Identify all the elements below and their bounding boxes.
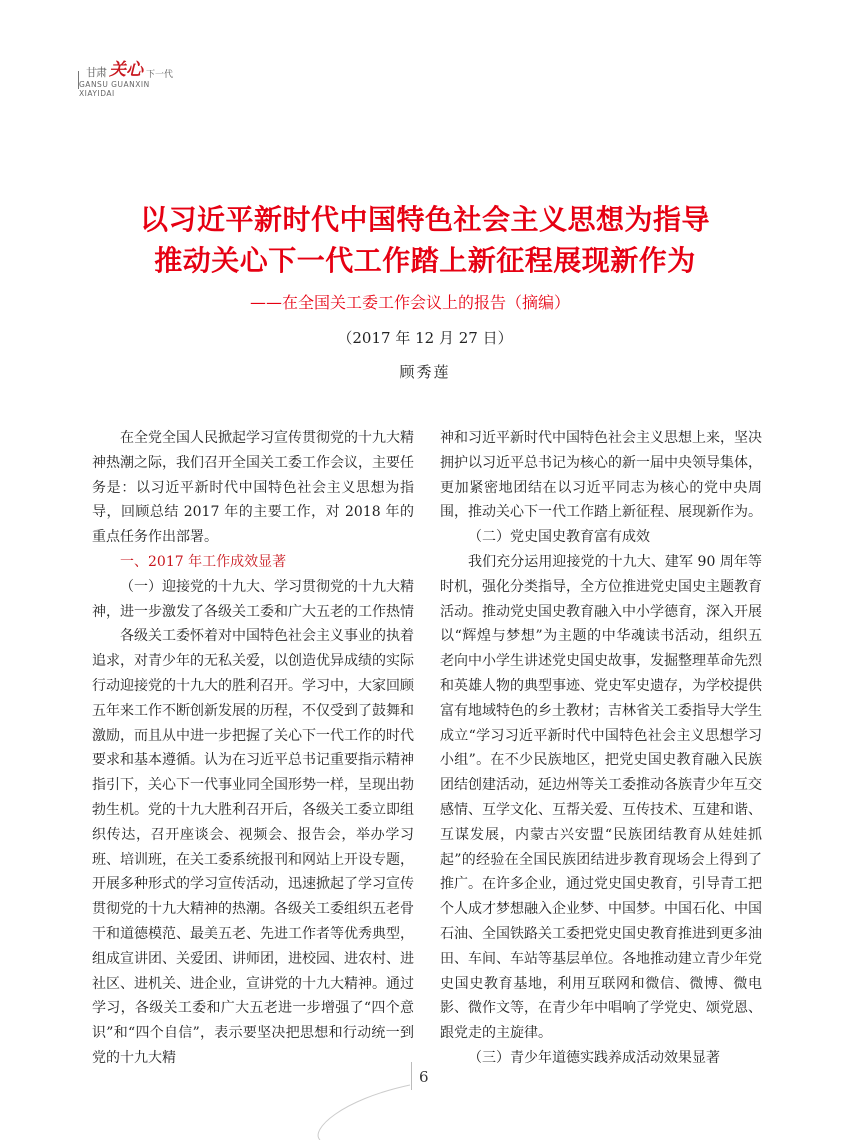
article-date: （2017 年 12 月 27 日） <box>337 329 513 347</box>
paragraph: 我们充分运用迎接党的十九大、建军 90 周年等时机，强化分类指导，全方位推进党史国史主题教育活动。推动党史国史教育融入中小学德育，深入开展以“辉煌与梦想”为主题的中华魂读书活动，组织五老向中小学生讲述党史国史故事，发掘整理革命先烈和英雄人物的典型事迹、党史军史遗存，为学校提供富有地域特色的乡土教材；吉林省关工委指导大学生成立“学习习近平新时代中国特色社会主义思想学习小组”。在不少民族地区，把党史国史教育融入民族团结创建活动，延边州等关工委推动各族青少年互交感情、互学文化、互帮关爱、互传技术、互建和谐、互谋发展，内蒙古兴安盟“民族团结教育从娃娃抓起”的经验在全国民族团结进步教育现场会上得到了推广。在许多企业，通过党史国史教育，引导青工把个人成才梦想融入企业梦、中国梦。中国石化、中国石油、全国铁路关工委把党史国史教育推进到更多油田、车间、车站等基层单位。各地推动建立青少年党史国史教育基地，利用互联网和微信、微博、微电影、微作文等，在青少年中唱响了学党史、颂党恩、跟党走的主旋律。 <box>440 553 762 1042</box>
subsection-heading: （二）党史国史教育富有成效 <box>468 529 650 546</box>
footer-decorative-curve <box>300 1080 550 1140</box>
subsection-heading: （一）迎接党的十九大、学习贯彻党的十九大精神，进一步激发了各级关工委和广大五老的工作热情 <box>92 578 414 620</box>
logo-gansu: 甘肃 <box>86 66 106 79</box>
page-number: 6 <box>419 1068 429 1086</box>
logo-divider <box>78 71 84 89</box>
logo-english-line1: GANSU GUANXIN <box>79 80 150 89</box>
paragraph: 在全党全国人民掀起学习宣传贯彻党的十九大精神热潮之际，我们召开全国关工委工作会议，主要任务是：以习近平新时代中国特色社会主义思想为指导，回顾总结 2017 年的主要工作，对 2018 年的重点任务作出部署。 <box>92 430 414 546</box>
body-column-right <box>440 426 762 1071</box>
logo-english-line2: XIAYIDAI <box>79 89 115 98</box>
body-column-left <box>92 426 414 1071</box>
subsection-heading: （三）青少年道德实践养成活动效果显著 <box>468 1049 720 1066</box>
paragraph: 各级关工委怀着对中国特色社会主义事业的执着追求，对青少年的无私关爱，以创造优异成绩的实际行动迎接党的十九大的胜利召开。学习中，大家回顾五年来工作不断创新发展的历程，不仅受到了鼓舞和激励，而且从中进一步把握了关心下一代工作的时代要求和基本遵循。认为在习近平总书记重要指示精神指引下，关心下一代事业同全国形势一样，呈现出勃勃生机。党的十九大胜利召开后，各级关工委立即组织传达，召开座谈会、视频会、报告会，举办学习班、培训班，在关工委系统报刊和网站上开设专题，开展多种形式的学习宣传活动，迅速掀起了学习宣传贯彻党的十九大精神的热潮。各级关工委组织五老骨干和道德模范、最美五老、先进工作者等优秀典型，组成宣讲团、关爱团、讲师团，进校园、进农村、进社区、进机关、进企业，宣讲党的十九大精神。通过学习，各级关工委和广大五老进一步增强了“四个意识”和“四个自信”，表示要坚决把思想和行动统一到党的十九大精 <box>92 628 414 1066</box>
article-subtitle: ——在全国关工委工作会议上的报告（摘编） <box>250 293 571 312</box>
logo-guanxin: 关心 <box>109 60 143 80</box>
magazine-logo <box>78 56 198 98</box>
paragraph-continued: 神和习近平新时代中国特色社会主义思想上来，坚决拥护以习近平总书记为核心的新一届中央领导集体，更加紧密地团结在以习近平同志为核心的党中央周围，推动关心下一代工作踏上新征程、展现新作为。 <box>440 430 762 521</box>
article-author: 顾秀莲 <box>399 363 451 381</box>
article-title-line1: 以习近平新时代中国特色社会主义思想为指导 <box>139 203 710 236</box>
section-heading: 一、2017 年工作成效显著 <box>120 553 287 570</box>
logo-xiayidai: 下一代 <box>146 70 174 80</box>
article-title-line2: 推动关心下一代工作踏上新征程展现新作为 <box>154 244 696 277</box>
